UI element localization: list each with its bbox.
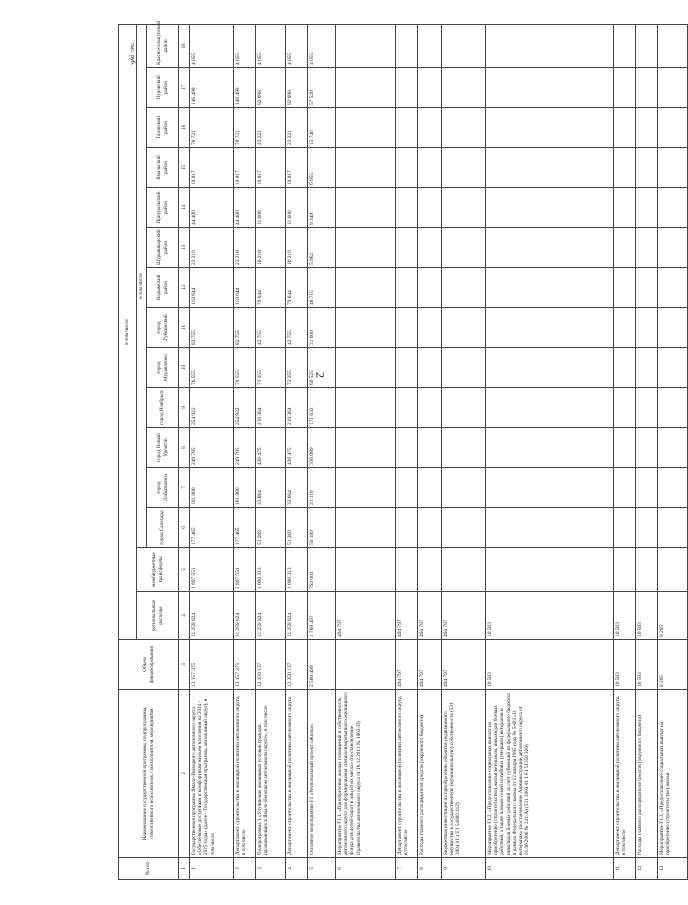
row-municipality-value	[442, 68, 486, 108]
row-municipality-value	[614, 228, 636, 268]
table-row	[308, 24, 336, 879]
row-municipality-value: 31 000	[308, 308, 336, 348]
row-municipality-value: 210 364	[256, 388, 286, 428]
header-municipality: город Салехард	[147, 508, 179, 548]
row-municipality-value	[636, 468, 658, 508]
row-municipality-value	[336, 68, 396, 108]
header-municipality: город Новый Уренгой	[147, 428, 179, 468]
row-regional: 494 797	[442, 592, 486, 640]
row-municipality-value: 171 632	[308, 388, 336, 428]
row-municipality-value	[486, 508, 614, 548]
row-municipality-value: 436 475	[256, 428, 286, 468]
row-regional: 8 205	[658, 592, 688, 640]
row-regional: 11 259 824	[234, 592, 256, 640]
header-municipality: город Губкинский	[147, 308, 179, 348]
row-municipality-value	[418, 508, 442, 548]
row-regional: 11 259 824	[256, 592, 286, 640]
row-municipality-value	[614, 268, 636, 308]
row-regional: 494 797	[418, 592, 442, 640]
row-number: 1	[190, 858, 234, 880]
row-name: Расходы главного распорядителя средств (окружного бюджета)	[636, 690, 658, 858]
row-municipality-value	[614, 428, 636, 468]
row-municipality-value	[486, 308, 614, 348]
column-number: 16	[179, 108, 190, 148]
row-number: 11	[614, 858, 636, 880]
row-municipality-value: 249 785	[234, 428, 256, 468]
row-total: 10 503	[636, 640, 658, 690]
header-municipality: город Ноябрьск	[147, 388, 179, 428]
row-name: Департамент строительства и жилищной политики автономного округа, в том числе	[234, 690, 256, 858]
row-municipality-value: 51 269	[286, 508, 308, 548]
table-body	[119, 21, 688, 879]
row-municipality-value	[614, 468, 636, 508]
header-municipality: город Лабытнанги	[147, 468, 179, 508]
row-municipality-value: 249 785	[190, 428, 234, 468]
row-municipality-value	[336, 348, 396, 388]
row-municipality-value	[614, 148, 636, 188]
row-municipality-value	[486, 108, 614, 148]
row-transfers: 1 897 551	[190, 548, 234, 592]
row-municipality-value	[442, 108, 486, 148]
row-transfers	[614, 548, 636, 592]
column-number: 6	[179, 508, 190, 548]
header-volume: Объем финансирования	[119, 640, 179, 690]
row-municipality-value: 42 755	[286, 308, 308, 348]
row-number: 8	[418, 858, 442, 880]
row-municipality-value: 254 922	[190, 388, 234, 428]
row-municipality-value	[336, 428, 396, 468]
row-number: 7	[396, 858, 418, 880]
row-name: Департамент строительства и жилищной политики автономного округа, в том числе	[614, 690, 636, 858]
row-municipality-value: 23 221	[286, 108, 308, 148]
row-municipality-value	[658, 188, 688, 228]
table-row	[486, 24, 614, 879]
row-number: 10	[486, 858, 614, 880]
row-municipality-value	[396, 508, 418, 548]
column-number: 15	[179, 148, 190, 188]
row-municipality-value: 33 664	[256, 468, 286, 508]
row-municipality-value	[658, 468, 688, 508]
row-total: 494 797	[442, 640, 486, 690]
header-incl: в том числе	[119, 24, 137, 639]
row-municipality-value	[336, 308, 396, 348]
header-transfers: межбюджетные трансферты	[137, 548, 179, 592]
row-municipality-value: 50 189	[308, 508, 336, 548]
header-regional: региональные расходы	[137, 592, 179, 640]
row-municipality-value: 21 119	[308, 468, 336, 508]
row-municipality-value: 11 600	[256, 188, 286, 228]
row-total: 494 797	[396, 640, 418, 690]
row-municipality-value: 33 664	[286, 468, 308, 508]
header-municipality: город Муравленко	[147, 348, 179, 388]
row-municipality-value: 23 221	[256, 108, 286, 148]
row-transfers	[636, 548, 658, 592]
row-number: 6	[336, 858, 396, 880]
row-municipality-value	[614, 508, 636, 548]
header-municipality: Надымский район	[147, 268, 179, 308]
row-municipality-value	[658, 388, 688, 428]
row-municipality-value	[396, 228, 418, 268]
row-municipality-value: 60 525	[308, 348, 336, 388]
header-municipality: Красноселькупский район	[147, 24, 179, 67]
row-municipality-value	[396, 108, 418, 148]
column-number: 13	[179, 228, 190, 268]
row-municipality-value	[336, 388, 396, 428]
row-municipality-value: 79 644	[256, 268, 286, 308]
row-municipality-value	[418, 428, 442, 468]
row-municipality-value	[336, 24, 396, 67]
row-name: Государственная программа Ямало-Ненецкого автономного округа «Обеспечение доступным и комфортным жильем населения на 2014 - 2025 годы» (далее - Государственная программа, автономный округ), в том числе	[190, 690, 234, 858]
row-municipality-value	[486, 228, 614, 268]
column-number: 10	[179, 348, 190, 388]
row-municipality-value	[442, 308, 486, 348]
column-number: 1	[179, 858, 190, 880]
row-municipality-value: 48 715	[308, 268, 336, 308]
table-row	[256, 24, 286, 879]
row-municipality-value: 4 055	[286, 24, 308, 67]
row-total: 12 350 137	[286, 640, 308, 690]
row-transfers	[336, 548, 396, 592]
row-municipality-value	[614, 188, 636, 228]
table-row	[614, 24, 636, 879]
table-row	[234, 24, 256, 879]
row-regional: 10 503	[614, 592, 636, 640]
table-row	[336, 24, 396, 879]
column-number: 9	[179, 388, 190, 428]
row-transfers: 1 897 551	[234, 548, 256, 592]
row-municipality-value	[636, 148, 658, 188]
row-municipality-value: 78 721	[234, 108, 256, 148]
row-transfers: 792 002	[308, 548, 336, 592]
row-transfers	[418, 548, 442, 592]
row-total	[336, 640, 396, 690]
row-municipality-value	[442, 348, 486, 388]
row-name: Расходы главного распорядителя средств (окружного бюджета)	[418, 690, 442, 858]
row-municipality-value	[636, 68, 658, 108]
row-name: Подпрограмма 1 «Улучшение жилищных условий граждан, проживающих в Ямало-Ненецком автономном округе», в том числе	[256, 690, 286, 858]
row-municipality-value: 57 520	[308, 68, 336, 108]
row-municipality-value	[336, 148, 396, 188]
column-number: 7	[179, 468, 190, 508]
row-transfers	[658, 548, 688, 592]
row-municipality-value	[658, 108, 688, 148]
row-municipality-value	[442, 188, 486, 228]
row-municipality-value	[636, 308, 658, 348]
row-municipality-value	[418, 348, 442, 388]
row-municipality-value	[486, 188, 614, 228]
unit-label: тыс. руб.	[129, 42, 135, 66]
row-municipality-value: 146 498	[234, 68, 256, 108]
row-name: Департамент строительства и жилищной политики автономного округа	[286, 690, 308, 858]
row-number: 5	[308, 858, 336, 880]
row-municipality-value	[442, 428, 486, 468]
row-municipality-value: 10 218	[286, 228, 308, 268]
row-municipality-value	[396, 68, 418, 108]
row-number: 9	[442, 858, 486, 880]
row-municipality-value: 18 817	[190, 148, 234, 188]
row-municipality-value: 76 555	[234, 348, 256, 388]
row-municipality-value	[636, 108, 658, 148]
row-municipality-value	[614, 68, 636, 108]
row-municipality-value: 4 055	[256, 24, 286, 67]
row-municipality-value	[486, 468, 614, 508]
row-municipality-value: 92 698	[286, 68, 308, 108]
row-municipality-value	[336, 468, 396, 508]
header-municipality: Приуральский район	[147, 188, 179, 228]
row-transfers: 1 090 313	[256, 548, 286, 592]
row-municipality-value	[614, 308, 636, 348]
row-municipality-value: 73 355	[286, 348, 308, 388]
row-municipality-value	[658, 148, 688, 188]
row-municipality-value	[418, 268, 442, 308]
row-municipality-value: 5 962	[308, 228, 336, 268]
row-regional: 10 503	[636, 592, 658, 640]
row-municipality-value	[636, 228, 658, 268]
column-number: 12	[179, 268, 190, 308]
row-municipality-value: 254 922	[234, 388, 256, 428]
header-number: № п/п	[119, 858, 179, 880]
row-municipality-value: 15 746	[308, 108, 336, 148]
row-total: 12 350 137	[256, 640, 286, 690]
header-municipality: Тазовский район	[147, 108, 179, 148]
row-municipality-value: 23 218	[190, 228, 234, 268]
column-number: 4	[179, 592, 190, 640]
row-municipality-value: 44 400	[234, 188, 256, 228]
row-municipality-value: 79 644	[286, 268, 308, 308]
row-municipality-value	[486, 148, 614, 188]
row-municipality-value	[336, 188, 396, 228]
row-municipality-value: 73 355	[256, 348, 286, 388]
row-municipality-value: 18 817	[256, 148, 286, 188]
row-transfers: 1 090 313	[286, 548, 308, 592]
row-regional: 494 797	[396, 592, 418, 640]
row-municipality-value	[636, 508, 658, 548]
row-regional: 494 797	[336, 592, 396, 640]
row-municipality-value: 44 400	[190, 188, 234, 228]
row-municipality-value	[396, 308, 418, 348]
row-municipality-value	[396, 428, 418, 468]
row-number: 12	[636, 858, 658, 880]
row-municipality-value	[614, 108, 636, 148]
row-municipality-value	[614, 388, 636, 428]
row-municipality-value	[336, 268, 396, 308]
row-municipality-value	[658, 348, 688, 388]
row-municipality-value	[418, 308, 442, 348]
row-municipality-value	[442, 24, 486, 67]
row-municipality-value	[442, 468, 486, 508]
row-municipality-value: 10 218	[256, 228, 286, 268]
row-municipality-value	[418, 108, 442, 148]
table-row	[418, 24, 442, 879]
row-municipality-value	[336, 508, 396, 548]
row-municipality-value	[658, 68, 688, 108]
row-municipality-value: 101 800	[190, 468, 234, 508]
row-municipality-value	[336, 108, 396, 148]
row-municipality-value: 78 721	[190, 108, 234, 148]
row-municipality-value: 101 800	[234, 468, 256, 508]
row-name: Мероприятие F1.3. «Предоставление социальных выплат на приобретение (строительство) жилья	[658, 690, 688, 858]
header-incl2: в том числе	[137, 24, 147, 547]
header-municipality: Пуровский район	[147, 68, 179, 108]
row-municipality-value	[336, 228, 396, 268]
row-municipality-value: 42 755	[256, 308, 286, 348]
row-municipality-value: 4 055	[234, 24, 256, 67]
row-municipality-value: 177 465	[234, 508, 256, 548]
row-municipality-value	[442, 268, 486, 308]
row-municipality-value: 76 555	[190, 348, 234, 388]
row-regional: 10 503	[486, 592, 614, 640]
row-municipality-value	[486, 24, 614, 67]
row-municipality-value	[486, 388, 614, 428]
row-name: Основное мероприятие F1 «Региональный проект «Жилье»	[308, 690, 336, 858]
row-name: Бюджетные инвестиции на приобретение объектов недвижимого имущества в государственную (муниципальную) собственность (531 3004 01 1 F1 54080 412)	[442, 690, 486, 858]
row-municipality-value	[396, 348, 418, 388]
row-municipality-value	[486, 428, 614, 468]
row-municipality-value: 23 218	[234, 228, 256, 268]
row-municipality-value	[658, 268, 688, 308]
row-municipality-value: 6 955	[308, 148, 336, 188]
column-number: 18	[179, 24, 190, 67]
row-municipality-value	[658, 308, 688, 348]
row-number: 13	[658, 858, 688, 880]
column-number: 11	[179, 308, 190, 348]
budget-table	[118, 21, 688, 880]
row-municipality-value	[636, 24, 658, 67]
column-number: 5	[179, 548, 190, 592]
row-municipality-value: 177 465	[190, 508, 234, 548]
row-municipality-value	[418, 468, 442, 508]
row-municipality-value: 210 364	[286, 388, 308, 428]
column-number: 8	[179, 428, 190, 468]
row-total: 13 157 375	[234, 640, 256, 690]
row-municipality-value: 4 055	[308, 24, 336, 67]
row-municipality-value: 4 055	[190, 24, 234, 67]
row-name: Мероприятие F1.2. «Предоставление социальных выплат на приобретение (строительство) жилья ветеранам, инвалидам боевых действий, а также членам семей погибших (умерших) ветеранов и инвалидов боевых действий за счет субвенций из федерального бюджета в рамках Федерального закона от 12 января 1995 года № 5-ФЗ «О ветеранах» (постановление Администрации автономного округа от 01.06.2006 № 241-А) (531 3003 01 1 F1 51350 320)	[486, 690, 614, 858]
row-total: 13 157 375	[190, 640, 234, 690]
row-municipality-value	[614, 24, 636, 67]
row-name: Департамент строительства и жилищной политики автономного округа, в том числе	[396, 690, 418, 858]
row-municipality-value	[658, 428, 688, 468]
row-municipality-value: 92 698	[256, 68, 286, 108]
header-municipality: Шурышкарский район	[147, 228, 179, 268]
row-municipality-value: 9 349	[308, 188, 336, 228]
row-regional: 1 768 497	[308, 592, 336, 640]
row-municipality-value	[442, 508, 486, 548]
row-municipality-value	[658, 24, 688, 67]
row-municipality-value: 18 817	[234, 148, 256, 188]
row-number: 3	[256, 858, 286, 880]
row-municipality-value: 82 755	[234, 308, 256, 348]
table-row	[190, 24, 234, 879]
row-municipality-value: 118 644	[190, 268, 234, 308]
column-number: 14	[179, 188, 190, 228]
row-number: 2	[234, 858, 256, 880]
row-total: 2 560 499	[308, 640, 336, 690]
row-municipality-value	[442, 388, 486, 428]
row-municipality-value: 11 600	[286, 188, 308, 228]
row-transfers	[396, 548, 418, 592]
table-row	[636, 24, 658, 879]
row-municipality-value	[418, 148, 442, 188]
row-regional: 11 259 824	[190, 592, 234, 640]
table-row	[396, 24, 418, 879]
table-row	[658, 24, 688, 879]
row-total: 10 503	[486, 640, 614, 690]
page-number: 2	[313, 372, 328, 378]
row-municipality-value	[636, 388, 658, 428]
row-municipality-value	[486, 268, 614, 308]
row-number: 4	[286, 858, 308, 880]
table-row	[286, 24, 308, 879]
column-number: 3	[179, 640, 190, 690]
row-municipality-value	[418, 68, 442, 108]
row-municipality-value	[636, 188, 658, 228]
row-municipality-value	[418, 388, 442, 428]
row-municipality-value: 336 089	[308, 428, 336, 468]
header-name: Наименование государственной программы, подпрограммы, ответственного исполнителя, соисполнителя, мероприятия	[119, 690, 179, 858]
row-municipality-value: 51 269	[256, 508, 286, 548]
row-municipality-value	[636, 428, 658, 468]
row-transfers	[486, 548, 614, 592]
row-municipality-value	[418, 24, 442, 67]
row-municipality-value	[396, 188, 418, 228]
row-municipality-value	[614, 348, 636, 388]
row-municipality-value	[442, 148, 486, 188]
row-municipality-value	[396, 24, 418, 67]
row-regional: 11 259 824	[286, 592, 308, 640]
row-total: 8 205	[658, 640, 688, 690]
row-municipality-value: 82 755	[190, 308, 234, 348]
row-municipality-value	[396, 468, 418, 508]
row-municipality-value	[396, 388, 418, 428]
row-municipality-value	[396, 148, 418, 188]
row-municipality-value	[486, 68, 614, 108]
header-municipality: Ямальский район	[147, 148, 179, 188]
row-name: Мероприятие F1.1. «Приобретение жилых помещений в собственность автономного округа для формирования специализированного жилищного фонда для детей-сирот и лиц из их числа» (постановление Правительства автономного округа от 18.12.2013 № 1063-П)	[336, 690, 396, 858]
row-municipality-value	[486, 348, 614, 388]
row-municipality-value	[636, 348, 658, 388]
column-number: 17	[179, 68, 190, 108]
row-municipality-value: 118 644	[234, 268, 256, 308]
table-row	[442, 24, 486, 879]
row-municipality-value	[658, 228, 688, 268]
rotated-table-wrapper	[118, 21, 672, 880]
row-municipality-value: 18 817	[286, 148, 308, 188]
row-total: 10 503	[614, 640, 636, 690]
column-number: 2	[179, 690, 190, 858]
row-municipality-value: 146 498	[190, 68, 234, 108]
row-municipality-value	[418, 188, 442, 228]
row-municipality-value	[396, 268, 418, 308]
row-municipality-value	[658, 508, 688, 548]
row-municipality-value: 436 475	[286, 428, 308, 468]
row-total: 494 797	[418, 640, 442, 690]
row-municipality-value	[442, 228, 486, 268]
row-transfers	[442, 548, 486, 592]
row-municipality-value	[636, 268, 658, 308]
row-municipality-value	[418, 228, 442, 268]
